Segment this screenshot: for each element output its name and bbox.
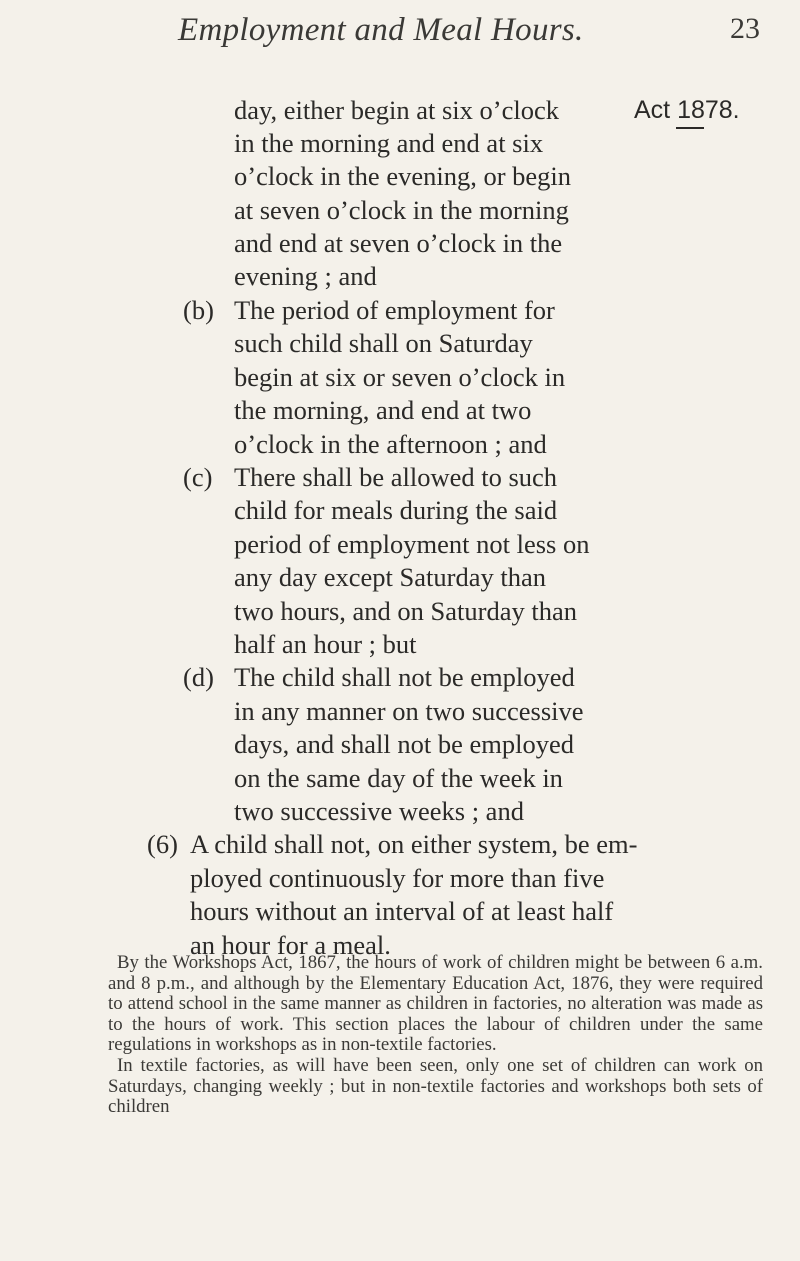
body-line: The child shall not be employed xyxy=(234,662,575,692)
body-line: begin at six or seven o’clock in xyxy=(234,362,566,392)
section-label-6: (6) xyxy=(147,829,178,859)
running-title: Employment and Meal Hours. xyxy=(178,12,584,48)
clause-label-d: (d) xyxy=(183,662,214,692)
clause-label-b: (b) xyxy=(183,295,214,325)
body-line: such child shall on Saturday xyxy=(234,328,533,358)
body-line: at seven o’clock in the morning xyxy=(234,195,569,225)
note-paragraph: In textile factories, as will have been seen, only one set of children can work on Saturdays, changing weekly ; but in non-textile factories and workshops both sets of children xyxy=(108,1054,763,1118)
body-line: child for meals during the said xyxy=(234,495,558,525)
body-line: days, and shall not be employed xyxy=(234,729,575,759)
body-line: period of employment not less on xyxy=(234,529,590,559)
body-line: A child shall not, on either system, be em- xyxy=(190,829,638,859)
body-line: and end at seven o’clock in the xyxy=(234,228,563,258)
margin-note xyxy=(634,96,740,129)
running-head xyxy=(178,12,760,56)
margin-note-underline xyxy=(676,127,704,129)
body-line: an hour for a meal. xyxy=(190,930,391,960)
body-line: half an hour ; but xyxy=(234,629,417,659)
margin-note-text: Act 1878. xyxy=(634,96,740,124)
page-number: 23 xyxy=(730,12,760,45)
body-line: two hours, and on Saturday than xyxy=(234,596,577,626)
clause-label-c: (c) xyxy=(183,462,213,492)
body-line: day, either begin at six o’clock xyxy=(234,95,560,125)
body-line: in the morning and end at six xyxy=(234,128,544,158)
body-line: in any manner on two successive xyxy=(234,696,584,726)
body-line: the morning, and end at two xyxy=(234,395,532,425)
body-line: evening ; and xyxy=(234,261,377,291)
body-line: any day except Saturday than xyxy=(234,562,546,592)
body-line: ployed continuously for more than five xyxy=(190,863,605,893)
body-line: hours without an interval of at least half xyxy=(190,896,614,926)
commentary-note xyxy=(108,953,763,1118)
body-line: on the same day of the week in xyxy=(234,763,563,793)
body-line: o’clock in the evening, or begin xyxy=(234,161,572,191)
body-line: The period of employment for xyxy=(234,295,555,325)
body-line: o’clock in the afternoon ; and xyxy=(234,429,547,459)
body-line: There shall be allowed to such xyxy=(234,462,558,492)
body-line: two successive weeks ; and xyxy=(234,796,524,826)
note-paragraph: By the Workshops Act, 1867, the hours of work of children might be between 6 a.m. and 8 p.m., and although by the Elementary Education Act, 1876, they were required to attend school in the same manner as children in factories, no alteration was made as to the hours of work. This section places the labour of children under the same regulations in workshops as in non-textile factories. xyxy=(108,952,763,1056)
